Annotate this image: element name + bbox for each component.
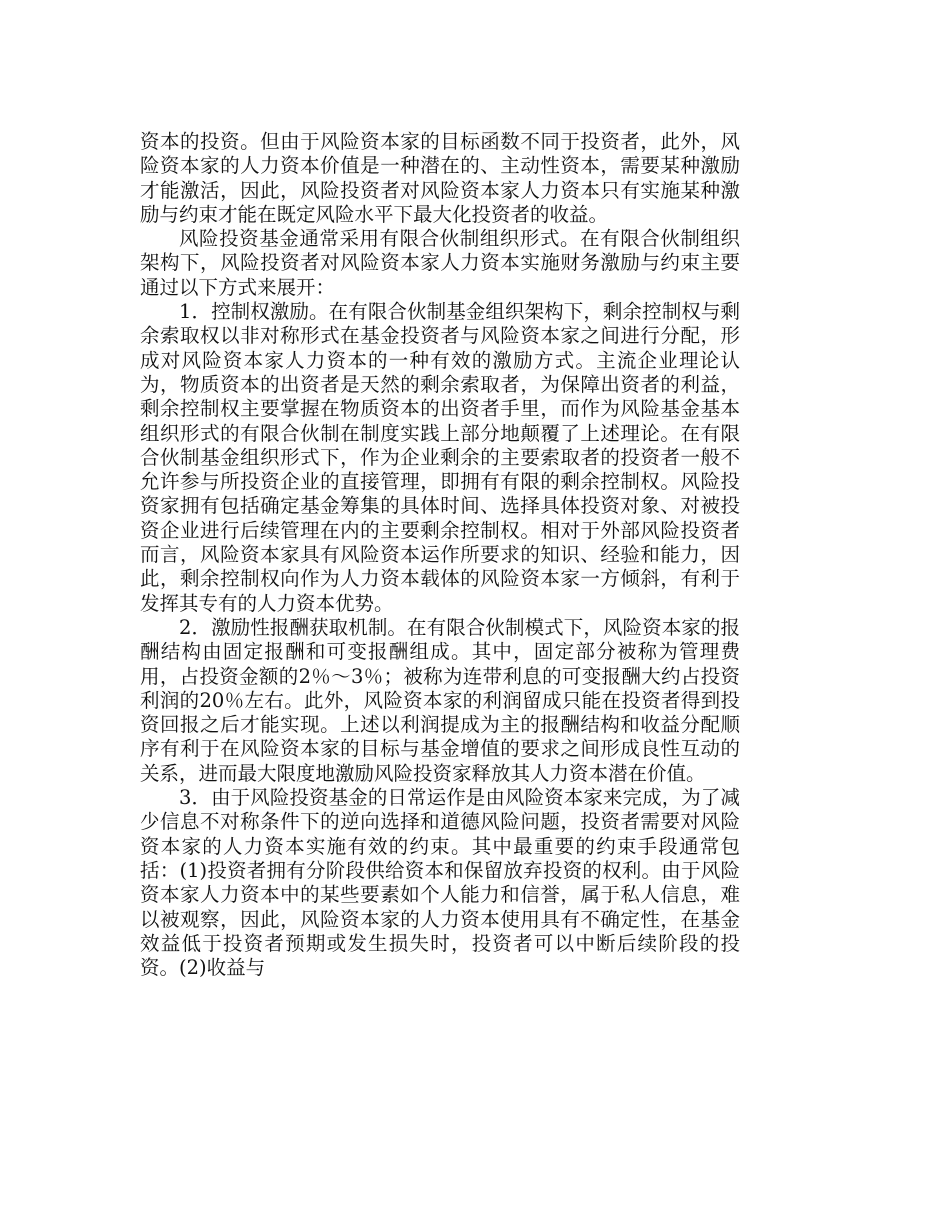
paragraph-control-incentive: 1．控制权激励。在有限合伙制基金组织架构下，剩余控制权与剩余索取权以非对称形式在基金投资者与风险资本家之间进行分配，形成对风险资本家人力资本的一种有效的激励方式。主流企业理论认为，物质资本的出资者是天然的剩余索取者，为保障出资者的利益，剩余控制权主要掌握在物质资本的出资者手里，而作为风险基金基本组织形式的有限合伙制在制度实践上部分地颠覆了上述理论。在有限合伙制基金组织形式下，作为企业剩余的主要索取者的投资者一般不允许参与所投资企业的直接管理，即拥有有限的剩余控制权。风险投资家拥有包括确定基金筹集的具体时间、选择具体投资对象、对被投资企业进行后续管理在内的主要剩余控制权。相对于外部风险投资者而言，风险资本家具有风险资本运作所要求的知识、经验和能力，因此，剩余控制权向作为人力资本载体的风险资本家一方倾斜，有利于发挥其专有的人力资本优势。 [140,300,740,615]
paragraph-compensation-mechanism: 2．激励性报酬获取机制。在有限合伙制模式下，风险资本家的报酬结构由固定报酬和可变报酬组成。其中，固定部分被称为管理费用，占投资金额的2％～3％；被称为连带利息的可变报酬大约占投资利润的20％左右。此外，风险资本家的利润留成只能在投资者得到投资回报之后才能实现。上述以利润提成为主的报酬结构和收益分配顺序有利于在风险资本家的目标与基金增值的要求之间形成良性互动的关系，进而最大限度地激励风险投资家释放其人力资本潜在价值。 [140,615,740,785]
document-body [140,130,740,980]
paragraph-constraints: 3．由于风险投资基金的日常运作是由风险资本家来完成，为了减少信息不对称条件下的逆向选择和道德风险问题，投资者需要对风险资本家的人力资本实施有效的约束。其中最重要的约束手段通常包括：(1)投资者拥有分阶段供给资本和保留放弃投资的权利。由于风险资本家人力资本中的某些要素如个人能力和信誉，属于私人信息，难以被观察，因此，风险资本家的人力资本使用具有不确定性，在基金效益低于投资者预期或发生损失时，投资者可以中断后续阶段的投资。(2)收益与 [140,786,740,980]
paragraph-continuation: 资本的投资。但由于风险资本家的目标函数不同于投资者，此外，风险资本家的人力资本价值是一种潜在的、主动性资本，需要某种激励才能激活，因此，风险投资者对风险资本家人力资本只有实施某种激励与约束才能在既定风险水平下最大化投资者的收益。 [140,130,740,226]
paragraph-fund-structure: 风险投资基金通常采用有限合伙制组织形式。在有限合伙制组织架构下，风险投资者对风险资本家人力资本实施财务激励与约束主要通过以下方式来展开： [140,227,740,299]
